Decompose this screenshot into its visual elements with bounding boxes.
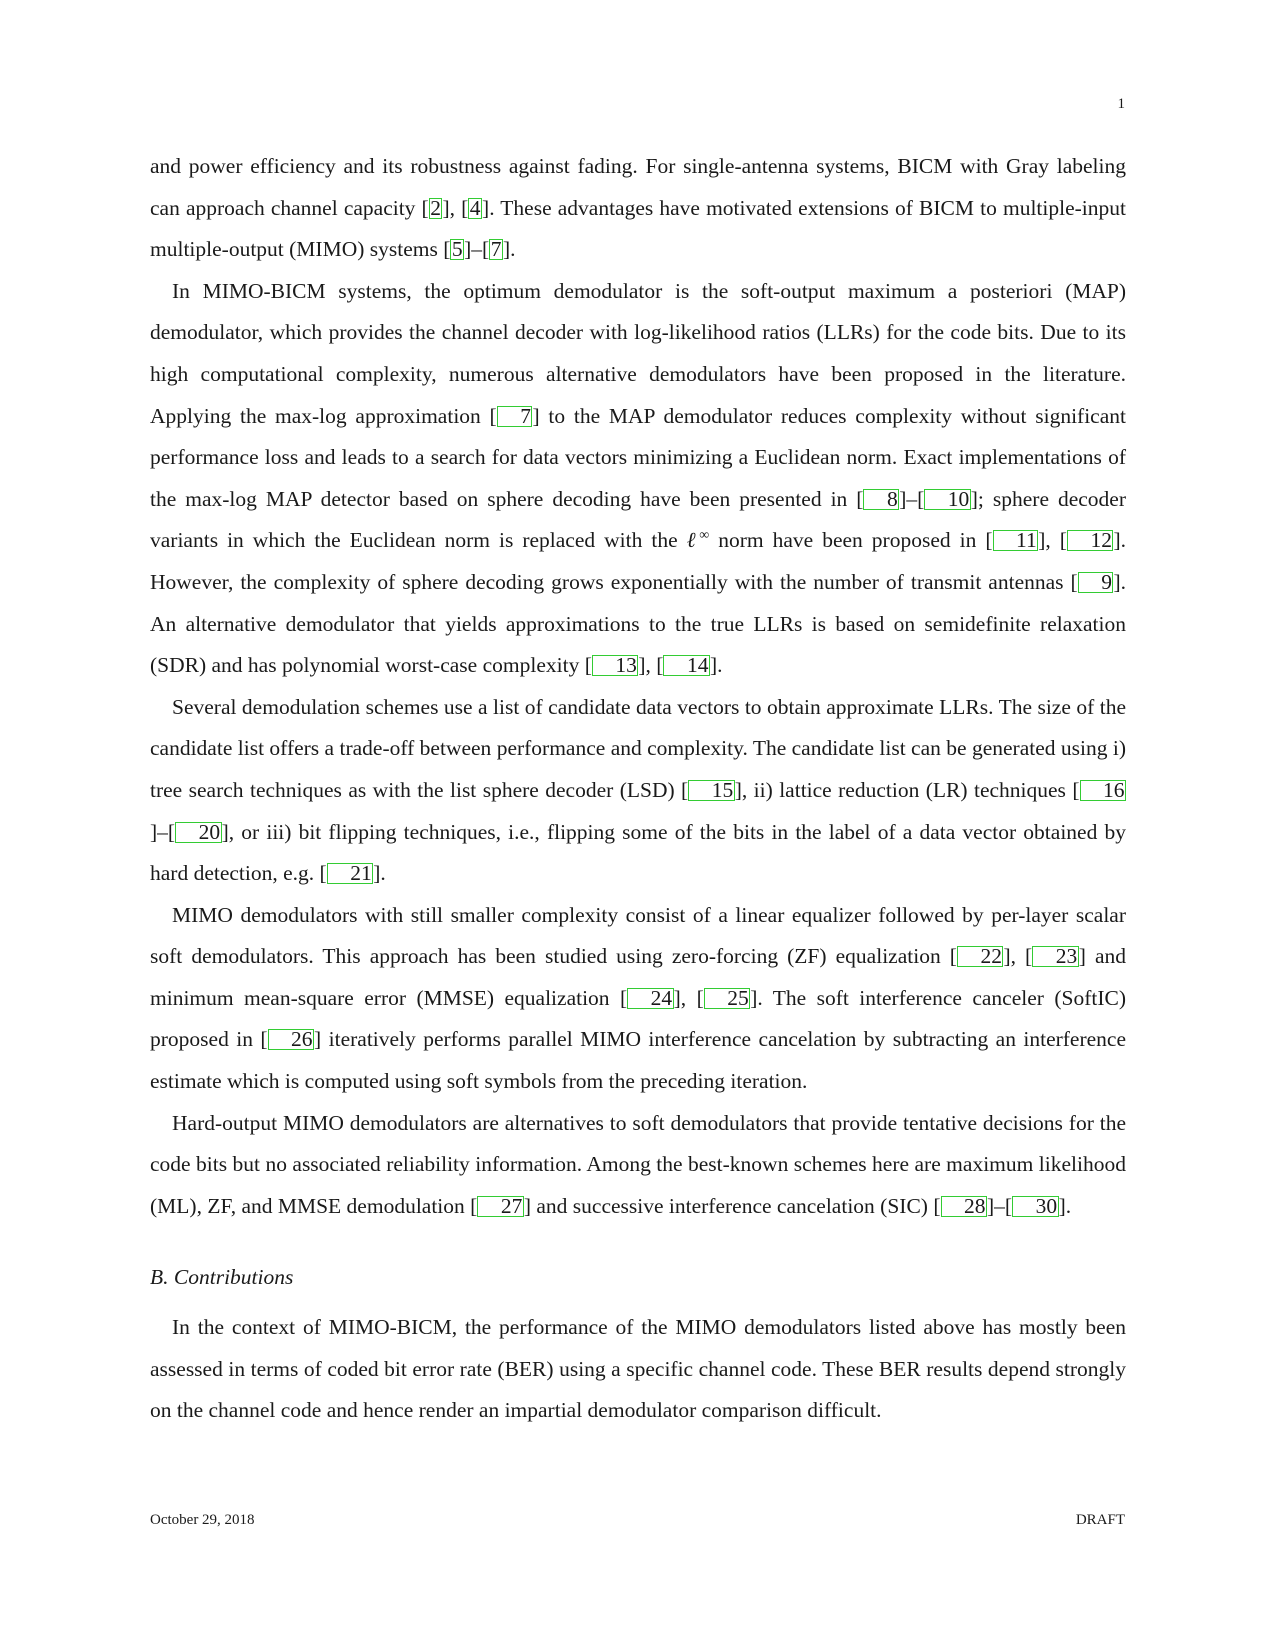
citation-link[interactable]: 5 xyxy=(451,237,463,262)
math-ell: ℓ xyxy=(686,528,700,553)
footer-date: October 29, 2018 xyxy=(150,1512,255,1528)
citation-link[interactable]: 4 xyxy=(469,195,481,220)
citation-link[interactable]: 15 xyxy=(688,780,735,801)
citation-link[interactable]: 22 xyxy=(957,946,1004,967)
citation-link[interactable]: 24 xyxy=(627,988,674,1009)
paragraph: Hard-output MIMO demodulators are alternatives to soft demodulators that provide tentative decisions for the code bits but no associated reliability information. Among the best-known schemes here are maximum likelihood (ML), ZF, and MMSE demodulation [ 27] and successive interference cancelation (SIC) [ 28]–[ 30]. xyxy=(150,1110,1126,1218)
citation-link[interactable]: 21 xyxy=(327,863,374,884)
intro-section xyxy=(150,146,1126,1227)
paragraph: Several demodulation schemes use a list of candidate data vectors to obtain approximate LLRs. The size of the candidate list offers a trade-off between performance and complexity. The candidate list can be generated using i) tree search techniques as with the list sphere decoder (LSD) [ 15], ii) lattice reduction (LR) techniques [ 16]–[ 20], or iii) bit flipping techniques, i.e., flipping some of the bits in the label of a data vector obtained by hard detection, e.g. [ 21]. xyxy=(150,694,1126,886)
paragraph: and power efficiency and its robustness against fading. For single-antenna systems, BICM with Gray labeling can approach channel capacity [2], [4]. These advantages have motivated extensions of BICM to multiple-input multiple-output (MIMO) systems [5]–[7]. xyxy=(150,154,1126,262)
page-number: 1 xyxy=(1117,96,1125,112)
citation-link[interactable]: 26 xyxy=(268,1029,315,1050)
citation-link[interactable]: 23 xyxy=(1032,946,1079,967)
paragraph: In MIMO-BICM systems, the optimum demodulator is the soft-output maximum a posteriori (MAP) demodulator, which provides the channel decoder with log-likelihood ratios (LLRs) for the code bits. Due to its high computational complexity, numerous alternative demodulators have been proposed in the literature. Applying the max-log approximation [ 7] to the MAP demodulator reduces complexity without significant performance loss and leads to a search for data vectors minimizing a Euclidean norm. Exact implementations of the max-log MAP detector based on sphere decoding have been presented in [ 8]–[ 10]; sphere decoder variants in which the Euclidean norm is replaced with the ℓ∞ norm have been proposed in [ 11], [ 12]. However, the complexity of sphere decoding grows exponentially with the number of transmit antennas [ 9]. An alternative demodulator that yields approximations to the true LLRs is based on semidefinite relaxation (SDR) and has polynomial worst-case complexity [ 13], [ 14]. xyxy=(150,278,1126,678)
citation-link[interactable]: 2 xyxy=(430,195,441,220)
citation-link[interactable]: 14 xyxy=(663,655,710,676)
citation-link[interactable]: 28 xyxy=(941,1196,988,1217)
citation-link[interactable]: 30 xyxy=(1012,1196,1059,1217)
paper-body xyxy=(150,146,1126,1432)
paragraph: In the context of MIMO-BICM, the performance of the MIMO demodulators listed above has mostly been assessed in terms of coded bit error rate (BER) using a specific channel code. These BER results depend strongly on the channel code and hence render an impartial demodulator comparison difficult. xyxy=(150,1315,1126,1423)
contributions-section xyxy=(150,1307,1126,1432)
math-infinity: ∞ xyxy=(699,528,710,544)
section-heading: B. Contributions xyxy=(150,1265,294,1290)
footer-status: DRAFT xyxy=(1075,1512,1125,1528)
citation-link[interactable]: 25 xyxy=(704,988,751,1009)
citation-link[interactable]: 20 xyxy=(175,822,222,843)
citation-link[interactable]: 16 xyxy=(1080,780,1127,801)
paragraph: MIMO demodulators with still smaller complexity consist of a linear equalizer followed by per-layer scalar soft demodulators. This approach has been studied using zero-forcing (ZF) equalization [ 22], [ 23] and minimum mean-square error (MMSE) equalization [ 24], [ 25]. The soft interference canceler (SoftIC) proposed in [ 26] iteratively performs parallel MIMO interference cancelation by subtracting an interference estimate which is computed using soft symbols from the preceding iteration. xyxy=(150,902,1127,1094)
citation-link[interactable]: 10 xyxy=(924,489,971,510)
citation-link[interactable]: 13 xyxy=(592,655,639,676)
citation-link[interactable]: 7 xyxy=(497,406,533,427)
citation-link[interactable]: 7 xyxy=(490,237,502,262)
citation-link[interactable]: 9 xyxy=(1078,572,1114,593)
citation-link[interactable]: 12 xyxy=(1067,530,1114,551)
citation-link[interactable]: 27 xyxy=(477,1196,524,1217)
citation-link[interactable]: 11 xyxy=(993,530,1039,551)
citation-link[interactable]: 8 xyxy=(863,489,899,510)
